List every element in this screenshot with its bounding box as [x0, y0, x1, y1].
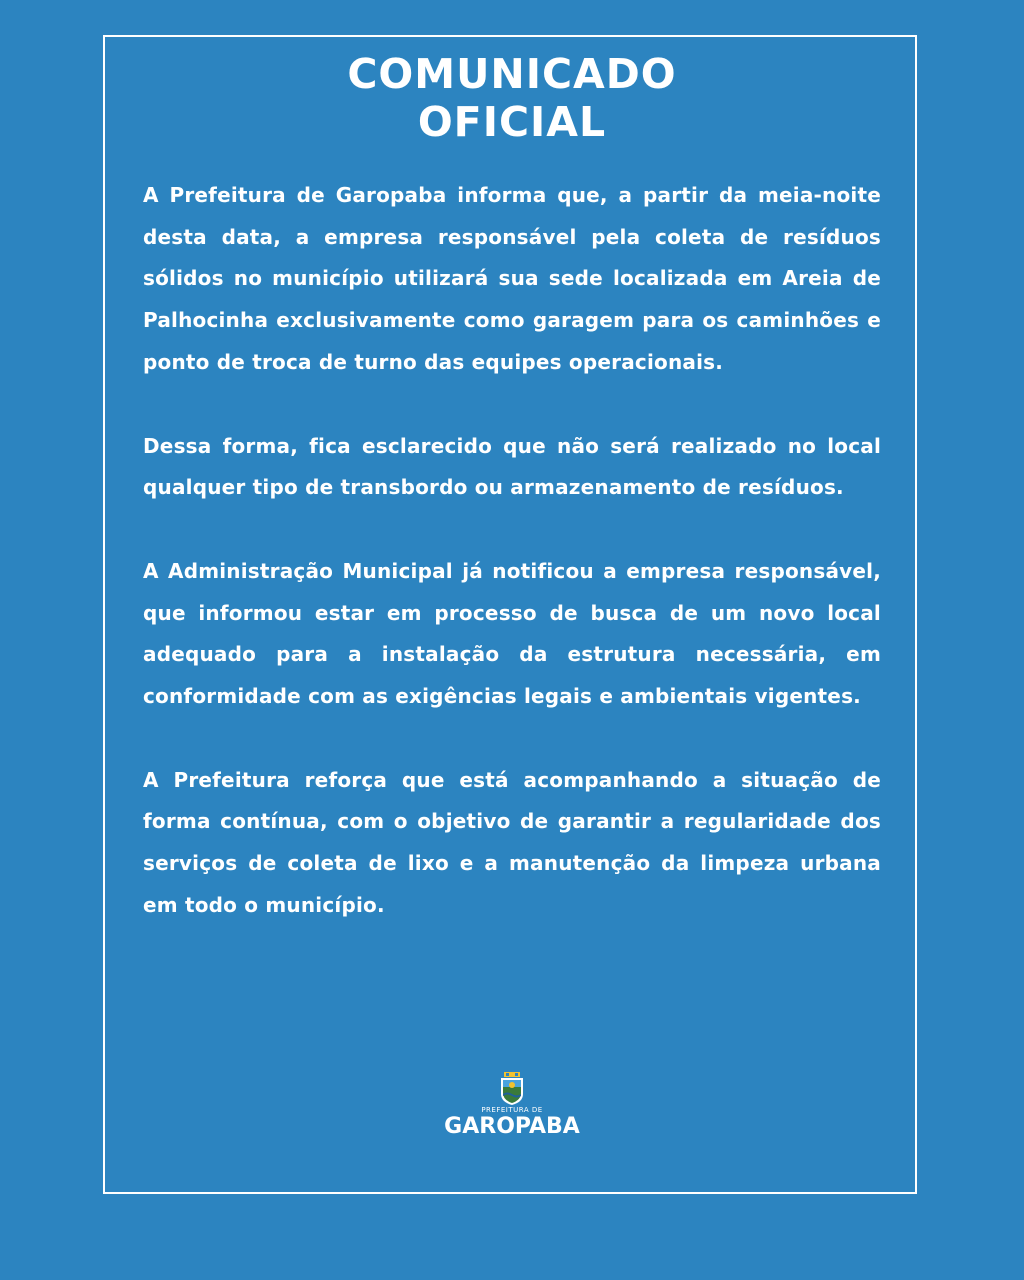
paragraph-2: Dessa forma, fica esclarecido que não será realizado no local qualquer tipo de transbordo ou armazenamento de resíduos. [143, 433, 881, 500]
prefeitura-logo [0, 1072, 1024, 1139]
title-line-1: COMUNICADO [347, 50, 677, 98]
announcement-body [143, 175, 881, 969]
municipal-crest-icon [499, 1072, 525, 1106]
paragraph-3: A Administração Municipal já notificou a empresa responsável, que informou estar em processo de busca de um novo local adequado para a instalação da estrutura necessária, em conformidade com as exigências legais e ambientais vigentes. [143, 558, 881, 709]
paragraph-1: A Prefeitura de Garopaba informa que, a partir da meia-noite desta data, a empresa responsável pela coleta de resíduos sólidos no município utilizará sua sede localizada em Areia de Palhocinha exclusivamente como garagem para os caminhões e ponto de troca de turno das equipes operacionais. [143, 183, 881, 374]
logo-subtitle: PREFEITURA DE [481, 1106, 543, 1114]
logo-name: GAROPABA [444, 1114, 580, 1139]
paragraph-4: A Prefeitura reforça que está acompanhando a situação de forma contínua, com o objetivo de garantir a regularidade dos serviços de coleta de lixo e a manutenção da limpeza urbana em todo o município. [143, 767, 881, 917]
title-line-2: OFICIAL [417, 98, 607, 146]
page-title [0, 50, 1024, 146]
